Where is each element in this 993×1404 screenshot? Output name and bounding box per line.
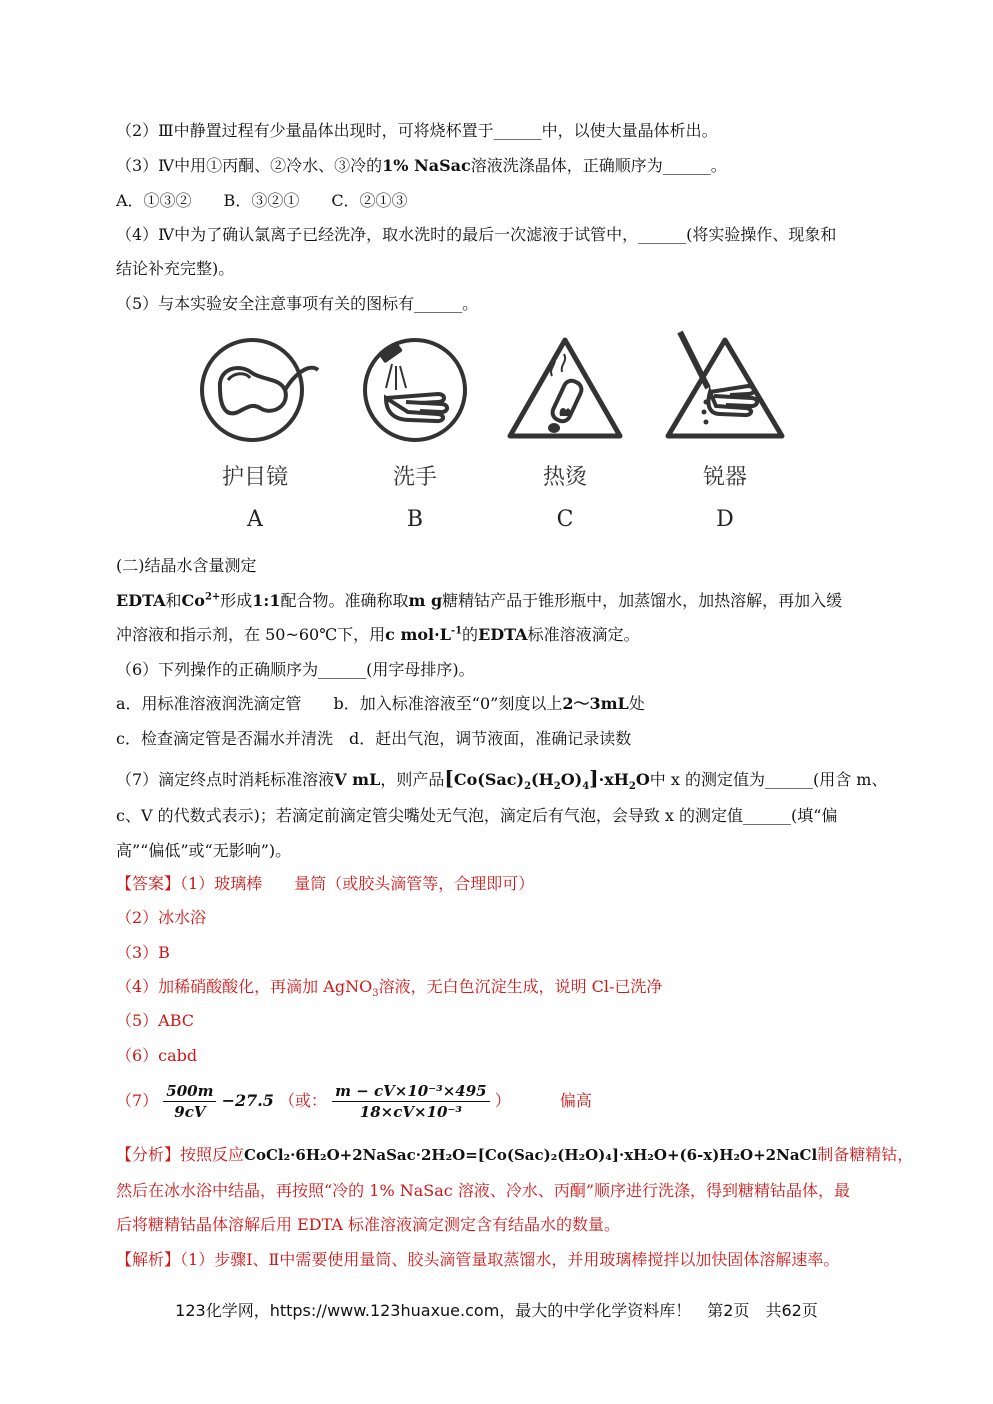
subscript: 2	[553, 781, 561, 793]
answer-6: （6）cabd	[116, 1046, 198, 1065]
question-5: （5）与本实验安全注意事项有关的图标有______。	[116, 294, 479, 313]
subscript: 3	[372, 988, 379, 1000]
q3-reagent: 1% NaSac	[382, 156, 471, 175]
volume: V mL	[334, 770, 381, 789]
question-7-line1	[116, 765, 887, 793]
analysis-text: 按照反应	[180, 1145, 245, 1164]
q3-text: （3）Ⅳ中用①丙酮、②冷水、③冷的	[116, 156, 383, 175]
question-2	[116, 120, 718, 142]
q2-text: （2）Ⅲ中静置过程有少量晶体出现时，可将烧杯置于	[116, 121, 494, 140]
text: 的	[462, 625, 479, 644]
question-3	[116, 155, 727, 177]
answer-tag: 【答案】	[116, 874, 181, 893]
q2-blank: ______	[493, 121, 542, 140]
goggles-icon	[190, 328, 320, 448]
text: 冲溶液和指示剂，在 50~60℃下，用	[116, 625, 386, 644]
edta-text: EDTA	[116, 591, 166, 610]
explanation	[116, 1249, 839, 1271]
answer-text: 偏高	[559, 1091, 592, 1110]
concentration: c mol·L	[385, 625, 451, 644]
edta-intro-line2	[116, 624, 640, 646]
q3-end: 。	[710, 156, 727, 175]
ratio: 1:1	[252, 591, 281, 610]
q2-suffix: 中，以使大量晶体析出。	[541, 121, 718, 140]
analysis-line3: 后将糖精钴晶体溶解后用 EDTA 标准溶液滴定测定含有结晶水的数量。	[116, 1215, 621, 1234]
numerator: m − cV×10⁻³×495	[332, 1081, 489, 1102]
icon-label: 洗手	[392, 465, 437, 490]
analysis-text: 制备糖精钴，	[817, 1145, 914, 1164]
cobalt-symbol: Co	[181, 591, 205, 610]
subscript: 2	[628, 781, 636, 793]
answer-3: （3）B	[116, 943, 170, 962]
icon-item-c	[500, 328, 630, 532]
answer-text: （或：	[279, 1091, 328, 1110]
answer-text: （7）	[116, 1091, 159, 1110]
mass: m g	[408, 591, 443, 610]
answer-text: （1）玻璃棒 量筒（或胶头滴管等，合理即可）	[180, 874, 535, 893]
icon-letter: A	[247, 507, 263, 532]
formula: (H	[531, 770, 554, 789]
icon-letter: B	[406, 507, 424, 532]
text: 形成	[220, 591, 253, 610]
answer-5: （5）ABC	[116, 1011, 195, 1030]
edta-text: EDTA	[478, 625, 528, 644]
answer-term: −27.5	[221, 1091, 274, 1110]
q3-suffix: 溶液洗涤晶体，正确顺序为	[470, 156, 663, 175]
sharp-object-icon	[660, 328, 790, 448]
page-footer: 123化学网，https://www.123huaxue.com，最大的中学化学资料库！ 第2页 共62页	[175, 1301, 818, 1320]
numerator: 500m	[163, 1081, 216, 1102]
q3-blank: ______	[662, 156, 711, 175]
question-7-line3: 高”“偏低”或“无影响”)。	[116, 841, 292, 860]
analysis-tag: 【分析】	[116, 1145, 181, 1164]
bracket: ]	[589, 766, 599, 790]
answer-2: （2）冰水浴	[116, 908, 207, 927]
analysis-line2: 然后在冰水浴中结晶，再按照“冷的 1% NaSac 溶液、冷水、丙酮”顺序进行洗涤，得到糖精钴晶体，最	[116, 1181, 851, 1200]
text: 中 x 的测定值为______(用含 m、	[649, 770, 888, 789]
fraction-1	[163, 1081, 216, 1122]
text: （7）滴定终点时消耗标准溶液	[116, 770, 335, 789]
explanation-tag: 【解析】	[116, 1250, 181, 1269]
formula: Co(Sac)	[453, 770, 525, 789]
question-4-line2: 结论补充完整)。	[116, 259, 235, 278]
question-7-line2: c、V 的代数式表示)；若滴定前滴定管尖嘴处无气泡，滴定后有气泡，会导致 x 的测定值______(填“偏	[116, 806, 838, 825]
question-4-line1: （4）Ⅳ中为了确认氯离子已经洗净，取水洗时的最后一次滤液于试管中，______(将实验操作、现象和	[116, 225, 837, 244]
text: 处	[628, 694, 645, 713]
bracket: [	[444, 766, 454, 790]
answer-text: （4）加稀硝酸酸化，再滴加 AgNO	[116, 977, 373, 996]
question-6-options-ab	[116, 693, 645, 715]
icon-label: 热烫	[542, 465, 587, 490]
hot-surface-icon	[500, 328, 630, 448]
question-6: （6）下列操作的正确顺序为______(用字母排序)。	[116, 660, 475, 679]
formula: ·xH	[598, 770, 629, 789]
edta-intro-line1	[116, 590, 842, 612]
formula: O	[635, 770, 650, 789]
explanation-text: （1）步骤Ⅰ、Ⅱ中需要使用量筒、胶头滴管量取蒸馏水，并用玻璃棒搅拌以加快固体溶解速率。	[180, 1250, 840, 1269]
wash-hands-icon	[350, 328, 480, 448]
text: 糖精钴产品于锥形瓶中，加蒸馏水，加热溶解，再加入缓	[442, 591, 843, 610]
icon-label: 护目镜	[221, 465, 288, 490]
subscript: 4	[582, 781, 590, 793]
text: 标准溶液滴定。	[527, 625, 640, 644]
section-2-title: (二)结晶水含量测定	[116, 556, 257, 575]
fraction-2	[332, 1081, 489, 1122]
safety-icons	[190, 328, 810, 538]
concentration-exp: -1	[450, 625, 463, 637]
text: 配合物。准确称取	[280, 591, 409, 610]
formula: O)	[560, 770, 583, 789]
icon-item-d	[660, 328, 790, 532]
denominator: 9cV	[174, 1103, 206, 1121]
subscript: 2	[524, 781, 532, 793]
answer-text: 溶液，无白色沉淀生成，说明 Cl-已洗净	[378, 977, 663, 996]
answer-1	[116, 873, 534, 895]
analysis-line1	[116, 1142, 913, 1168]
question-6-options-cd: c．检查滴定管是否漏水并清洗 d．赶出气泡，调节液面，准确记录读数	[116, 729, 632, 748]
volume: 2～3mL	[562, 694, 629, 713]
answer-text: ）	[494, 1091, 511, 1110]
text: a．用标准溶液润洗滴定管 b．加入标准溶液至“0”刻度以上	[116, 694, 563, 713]
answer-4	[116, 976, 662, 998]
text: 和	[165, 591, 182, 610]
answer-7	[116, 1078, 592, 1124]
text: ，则产品	[380, 770, 445, 789]
reaction-equation: CoCl₂·6H₂O+2NaSac·2H₂O=[Co(Sac)₂(H₂O)₄]·xH₂O+(6-x)H₂O+2NaCl	[244, 1146, 818, 1164]
icon-item-b	[350, 328, 480, 532]
icon-item-a	[190, 328, 320, 532]
icon-letter: D	[716, 507, 734, 532]
icon-label: 锐器	[702, 465, 747, 490]
cobalt-charge: 2+	[204, 591, 221, 603]
denominator: 18×cV×10⁻³	[359, 1103, 462, 1121]
icon-letter: C	[556, 507, 574, 532]
question-3-options: A．①③② B．③②① C．②①③	[116, 191, 408, 210]
